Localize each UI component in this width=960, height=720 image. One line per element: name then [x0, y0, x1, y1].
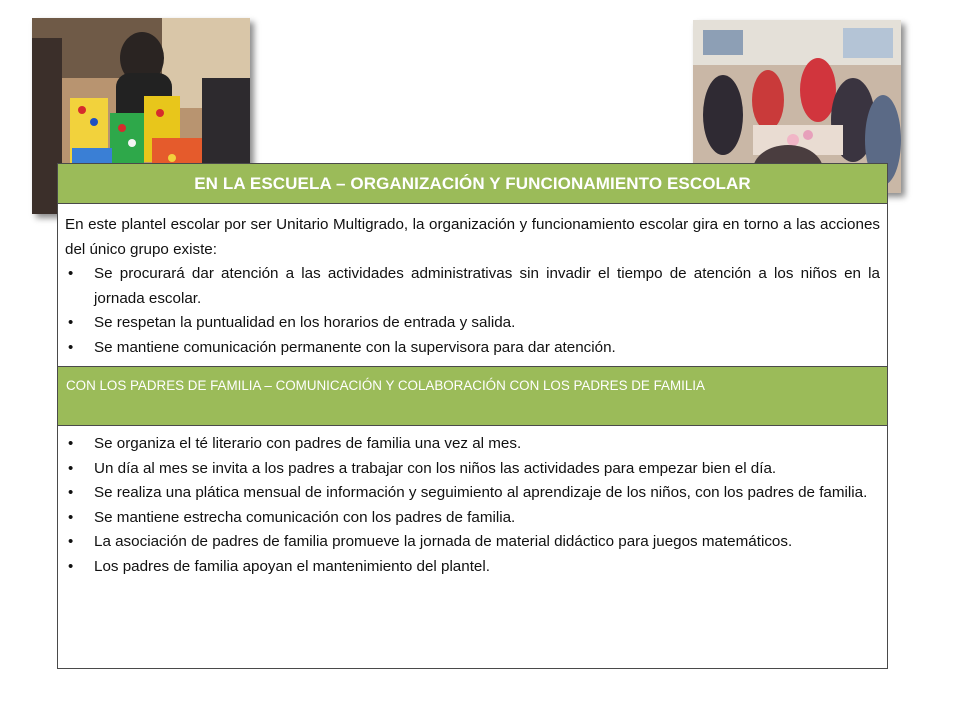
parents-bullet-list [65, 432, 880, 579]
list-item: • La asociación de padres de familia promueve la jornada de material didáctico para juegos matemáticos. [65, 530, 880, 555]
section-title-school: EN LA ESCUELA – ORGANIZACIÓN Y FUNCIONAMIENTO ESCOLAR [58, 164, 887, 204]
bullet-icon: • [68, 484, 74, 501]
section-body-school [58, 204, 887, 366]
list-item: • Se procurará dar atención a las actividades administrativas sin invadir el tiempo de atención a los niños en la jornada escolar. [65, 262, 880, 311]
section-title-parents: CON LOS PADRES DE FAMILIA – COMUNICACIÓN Y COLABORACIÓN CON LOS PADRES DE FAMILIA [58, 366, 887, 426]
list-item: • Se mantiene comunicación permanente con la supervisora para dar atención. [65, 336, 880, 361]
section-body-parents [58, 426, 887, 668]
bullet-icon: • [68, 435, 74, 452]
list-item: • Los padres de familia apoyan el mantenimiento del plantel. [65, 555, 880, 580]
bullet-icon: • [68, 314, 74, 331]
bullet-icon: • [68, 265, 74, 282]
school-bullet-list [65, 262, 880, 360]
list-item: • Se mantiene estrecha comunicación con los padres de familia. [65, 506, 880, 531]
bullet-icon: • [68, 557, 74, 575]
bullet-icon: • [68, 459, 74, 477]
bullet-icon: • [68, 338, 74, 356]
content-table [57, 163, 888, 669]
list-item: • Se organiza el té literario con padres de familia una vez al mes. [65, 432, 880, 457]
list-item: • Se respetan la puntualidad en los horarios de entrada y salida. [65, 311, 880, 336]
bullet-icon: • [68, 533, 74, 550]
bullet-icon: • [68, 508, 74, 526]
list-item: • Un día al mes se invita a los padres a trabajar con los niños las actividades para empezar bien el día. [65, 457, 880, 482]
list-item: • Se realiza una plática mensual de información y seguimiento al aprendizaje de los niños, con los padres de familia. [65, 481, 880, 506]
intro-paragraph: En este plantel escolar por ser Unitario Multigrado, la organización y funcionamiento escolar gira en torno a las acciones del único grupo existe: [65, 216, 880, 258]
